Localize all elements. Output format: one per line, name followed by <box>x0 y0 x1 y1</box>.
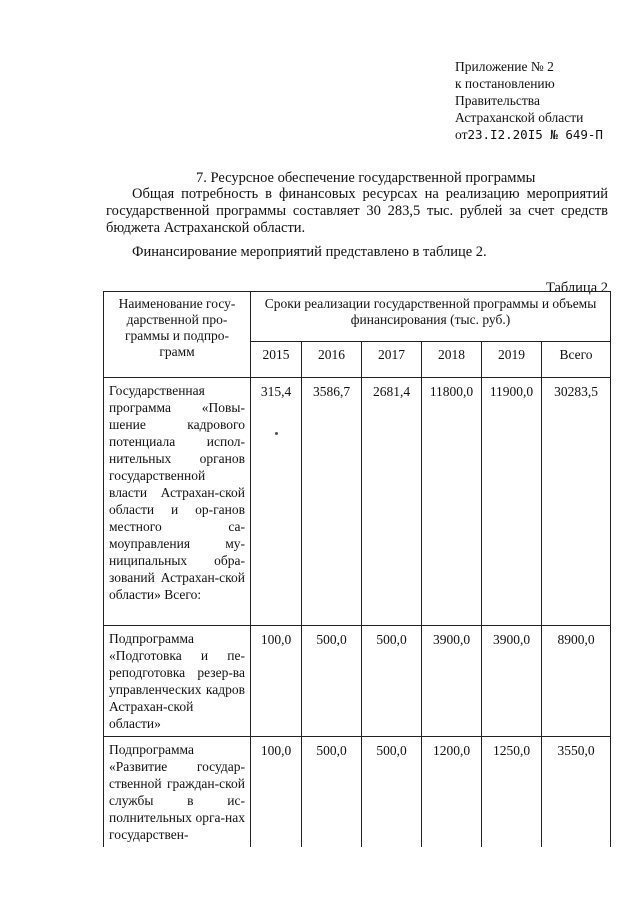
appendix-date-value: 23.I2.20I5 № 649-П <box>467 127 603 142</box>
cell-total: 3550,0 <box>542 737 611 848</box>
appendix-date <box>455 126 603 143</box>
cell-2016: 500,0 <box>302 626 362 737</box>
cell-2016: 500,0 <box>302 737 362 848</box>
cell-2017: 500,0 <box>362 737 422 848</box>
year-2019: 2019 <box>482 342 542 378</box>
cell-2018: 11800,0 <box>422 378 482 626</box>
appendix-line-2: к постановлению <box>455 76 555 91</box>
table-row <box>104 626 611 737</box>
row-name: Подпрограмма «Подготовка и пе-реподготовка резер-ва управленческих кадров Астрахан-ской области» <box>104 626 251 737</box>
appendix-line-1: Приложение № 2 <box>455 59 554 74</box>
header-name-cell: Наименование госу-дарственной про-граммы и подпро-грамм <box>104 292 251 378</box>
table-row <box>104 737 611 848</box>
appendix-date-prefix: от <box>455 127 468 142</box>
paragraph-funding-table-ref: Финансирование мероприятий представлено в таблице 2. <box>132 244 487 260</box>
cell-2016: 3586,7 <box>302 378 362 626</box>
year-total: Всего <box>542 342 611 378</box>
year-2018: 2018 <box>422 342 482 378</box>
cell-2015: 100,0 <box>251 737 302 848</box>
table-caption: Таблица 2 <box>545 280 608 296</box>
appendix-line-3: Правительства <box>455 93 540 108</box>
header-terms-cell: Сроки реализации государственной программы и объемы финансирования (тыс. руб.) <box>251 292 611 342</box>
table-row <box>104 378 611 626</box>
row-name: Подпрограмма «Развитие государ-ственной граждан-ской службы в ис-полнительных орга-нах государствен- <box>104 737 251 848</box>
paragraph-funding-need: Общая потребность в финансовых ресурсах на реализацию мероприятий государственной программы составляет 30 283,5 тыс. рублей за счет средств бюджета Астраханской области. <box>106 186 608 236</box>
scan-speck <box>275 432 278 435</box>
cell-2017: 2681,4 <box>362 378 422 626</box>
section-title: 7. Ресурсное обеспечение государственной программы <box>196 170 536 186</box>
cell-2018: 3900,0 <box>422 626 482 737</box>
year-2015: 2015 <box>251 342 302 378</box>
cell-2019: 1250,0 <box>482 737 542 848</box>
cell-2015: 100,0 <box>251 626 302 737</box>
table-header-row <box>104 292 611 342</box>
cell-2019: 11900,0 <box>482 378 542 626</box>
year-2017: 2017 <box>362 342 422 378</box>
row-name: Государственная программа «Повы-шение кадрового потенциала испол-нительных органов государственной власти Астрахан-ской области и ор-ганов местного са-моуправления му-ниципальных обра-зований Астрахан-ской области» Всего: <box>104 378 251 626</box>
cell-2015: 315,4 <box>251 378 302 626</box>
funding-table <box>103 291 611 847</box>
body-text <box>106 186 608 261</box>
appendix-block <box>455 58 603 143</box>
cell-total: 30283,5 <box>542 378 611 626</box>
appendix-line-4: Астраханской области <box>455 110 584 125</box>
cell-2017: 500,0 <box>362 626 422 737</box>
cell-2019: 3900,0 <box>482 626 542 737</box>
year-2016: 2016 <box>302 342 362 378</box>
cell-total: 8900,0 <box>542 626 611 737</box>
cell-2018: 1200,0 <box>422 737 482 848</box>
